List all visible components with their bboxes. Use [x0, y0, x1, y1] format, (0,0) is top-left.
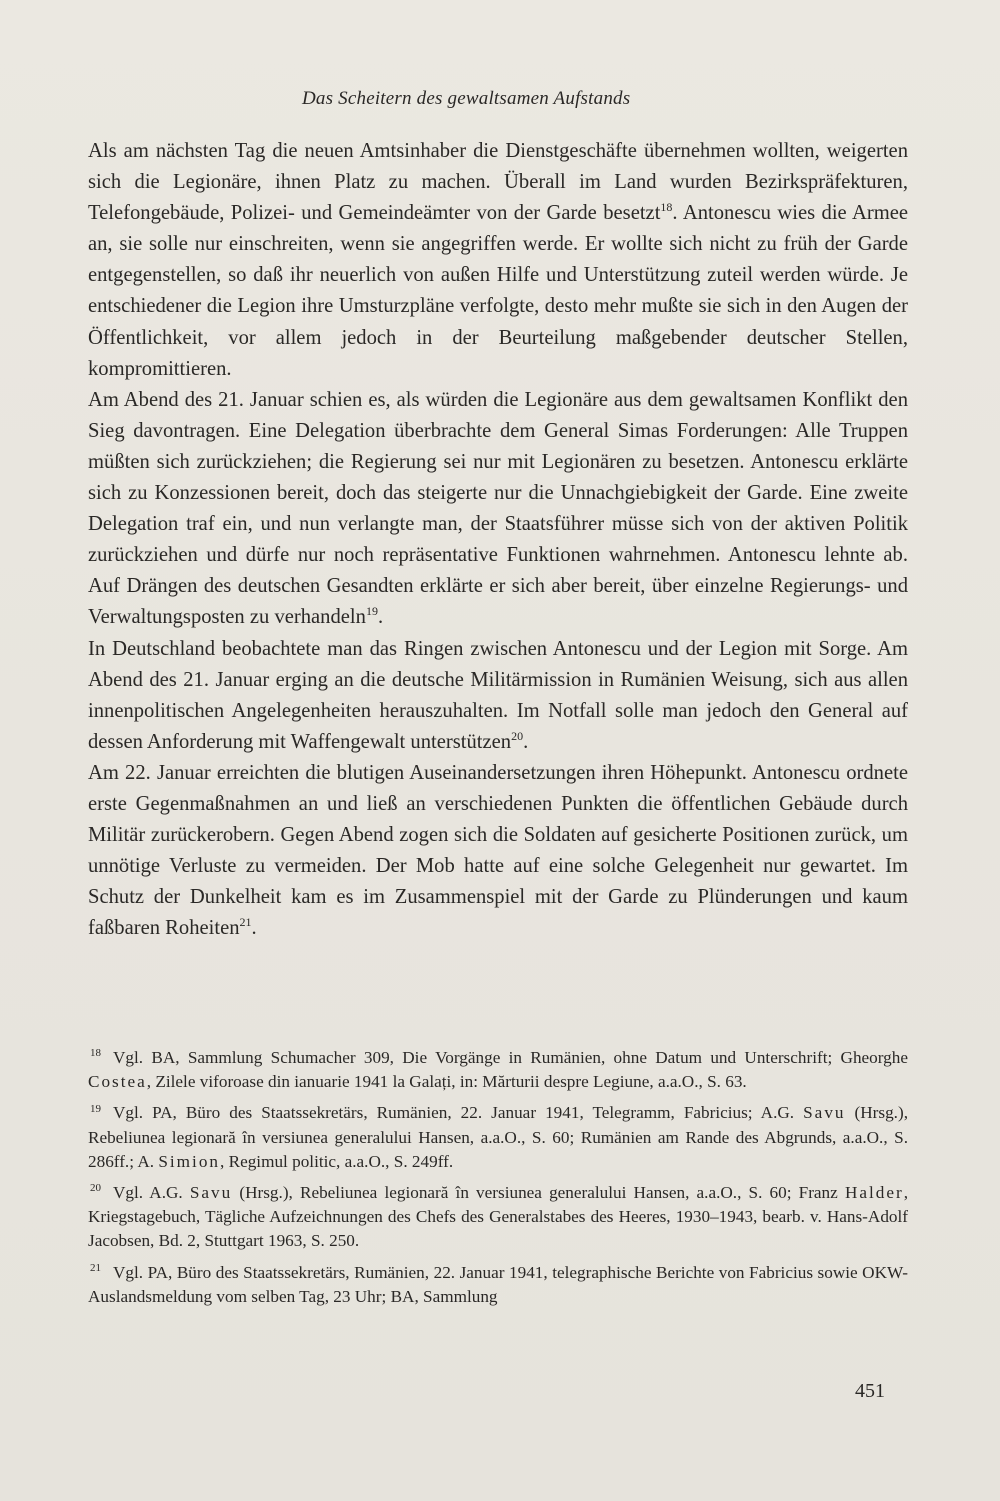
paragraph-4: [88, 758, 908, 945]
paragraph-2: [88, 385, 908, 634]
paragraph-text: In Deutschland beobachtete man das Ringen zwischen Antonescu und der Legion mit Sorge. Am Abend des 21. Januar erging an die deutsche Militärmission in Rumänien Weisung, sich aus allen innenpolitischen Angelegenheiten herauszuhalten. Im Notfall solle man jedoch den General auf dessen Anforderung mit Waffengewalt unterstützen: [88, 637, 908, 753]
footnote-ref-18[interactable]: 18: [660, 200, 673, 215]
footnote-19: [88, 1101, 908, 1174]
footnote-20: [88, 1181, 908, 1254]
paragraph-text: Als am nächsten Tag die neuen Amtsinhaber die Dienstgeschäfte übernehmen wollten, weigerten sich die Legionäre, ihnen Platz zu machen. Überall im Land wurden Bezirkspräfekturen, Telefongebäude, Polizei- und Gemeindeämter von der Garde besetzt: [88, 140, 908, 225]
footnote-text: Vgl. PA, Büro des Staatssekretärs, Rumänien, 22. Januar 1941, telegraphische Berichte von Fabricius sowie OKW-Auslandsmeldung vom selben Tag, 23 Uhr; BA, Sammlung: [88, 1262, 908, 1306]
footnote-text: Vgl. BA, Sammlung Schumacher 309, Die Vorgänge in Rumänien, ohne Datum und Unterschrift; Gheorghe: [113, 1048, 908, 1067]
footnote-text: Vgl. A.G.: [113, 1183, 190, 1203]
footnote-number: 21: [90, 1261, 101, 1274]
author-name: Costea: [88, 1072, 147, 1092]
body-text: [88, 136, 908, 944]
author-name: Halder: [844, 1183, 904, 1203]
footnote-number: 19: [90, 1102, 101, 1115]
author-name: Savu: [189, 1183, 233, 1203]
author-name: Simion: [158, 1151, 221, 1171]
page-number: 451: [855, 1380, 885, 1402]
footnote-text: Vgl. PA, Büro des Staatssekretärs, Rumänien, 22. Januar 1941, Telegramm, Fabricius; A.G.: [113, 1103, 804, 1123]
footnote-ref-19[interactable]: 19: [365, 604, 378, 619]
footnote-text: (Hrsg.), Rebeliunea legionară în versiunea generalului Hansen, a.a.O., S. 60; Rumänien am Rande des Abgrunds, a.a.O., S. 286ff.; A.: [88, 1103, 908, 1171]
running-head: Das Scheitern des gewaltsamen Aufstands: [302, 88, 631, 109]
paragraph-text: Am 22. Januar erreichten die blutigen Auseinandersetzungen ihren Höhepunkt. Antonescu ordnete erste Gegenmaßnahmen an und ließ an verschiedenen Punkten die öffentlichen Gebäude durch Militär zurückerobern. Gegen Abend zogen sich die Soldaten auf gesicherte Positionen zurück, um unnötige Verluste zu vermeiden. Der Mob hatte auf eine solche Gelegenheit nur gewartet. Im Schutz der Dunkelheit kam es im Zusammenspiel mit der Garde zu Plünderungen und kaum faßbaren Roheiten: [88, 761, 908, 940]
paragraph-1: [88, 136, 908, 385]
footnote-number: 20: [90, 1182, 101, 1195]
footnote-text: , Kriegstagebuch, Tägliche Aufzeichnungen des Chefs des Generalstabes des Heeres, 1930–1943, bearb. v. Hans-Adolf Jacobsen, Bd. 2, Stuttgart 1963, S. 250.: [88, 1183, 908, 1251]
paragraph-text: .: [377, 606, 384, 629]
footnote-ref-21[interactable]: 21: [239, 915, 252, 930]
footnote-21: [88, 1261, 908, 1309]
footnote-number: 18: [90, 1047, 101, 1060]
paragraph-text: .: [523, 730, 529, 753]
footnote-ref-20[interactable]: 20: [511, 728, 524, 743]
author-name: Savu: [803, 1103, 846, 1123]
paragraph-text: Am Abend des 21. Januar schien es, als würden die Legionäre aus dem gewaltsamen Konflikt den Sieg davontragen. Eine Delegation überbrachte dem General Simas Forderungen: Alle Truppen müßten sich zurückziehen; die Regierung sei nur mit Legionären zu besetzen. Antonescu erklärte sich zu Konzessionen bereit, doch das steigerte nur die Unnachgiebigkeit der Garde. Eine zweite Delegation traf ein, und nun verlangte man, der Staatsführer müsse sich von der aktiven Politik zurückziehen und dürfe nur noch repräsentative Funktionen wahrnehmen. Antonescu lehnte ab. Auf Drängen des deutschen Gesandten erklärte er sich aber bereit, über einzelne Regierungs- und Verwaltungsposten zu verhandeln: [88, 388, 908, 629]
paragraph-text: . Antonescu wies die Armee an, sie solle nur einschreiten, wenn sie angegriffen werde. Er wollte sich nicht zu früh der Garde entgegenstellen, so daß ihr neuerlich von außen Hilfe und Unterstützung zuteil werden würde. Je entschiedener die Legion ihre Umsturzpläne verfolgte, desto mehr mußte sie sich in den Augen der Öffentlichkeit, vor allem jedoch in der Beurteilung maßgebender deutscher Stellen, kompromittieren.: [88, 202, 908, 380]
footnote-text: , Regimul politic, a.a.O., S. 249ff.: [220, 1151, 454, 1171]
paragraph-text: .: [251, 917, 257, 940]
footnote-text: , Zilele viforoase din ianuarie 1941 la Galați, in: Mărturii despre Legiune, a.a.O., S. 63.: [146, 1072, 747, 1092]
paragraph-3: [88, 634, 908, 758]
footnote-18: [88, 1046, 908, 1094]
footnote-text: (Hrsg.), Rebeliunea legionară în versiunea generalului Hansen, a.a.O., S. 60; Franz: [232, 1183, 845, 1203]
footnotes: [88, 1046, 908, 1316]
